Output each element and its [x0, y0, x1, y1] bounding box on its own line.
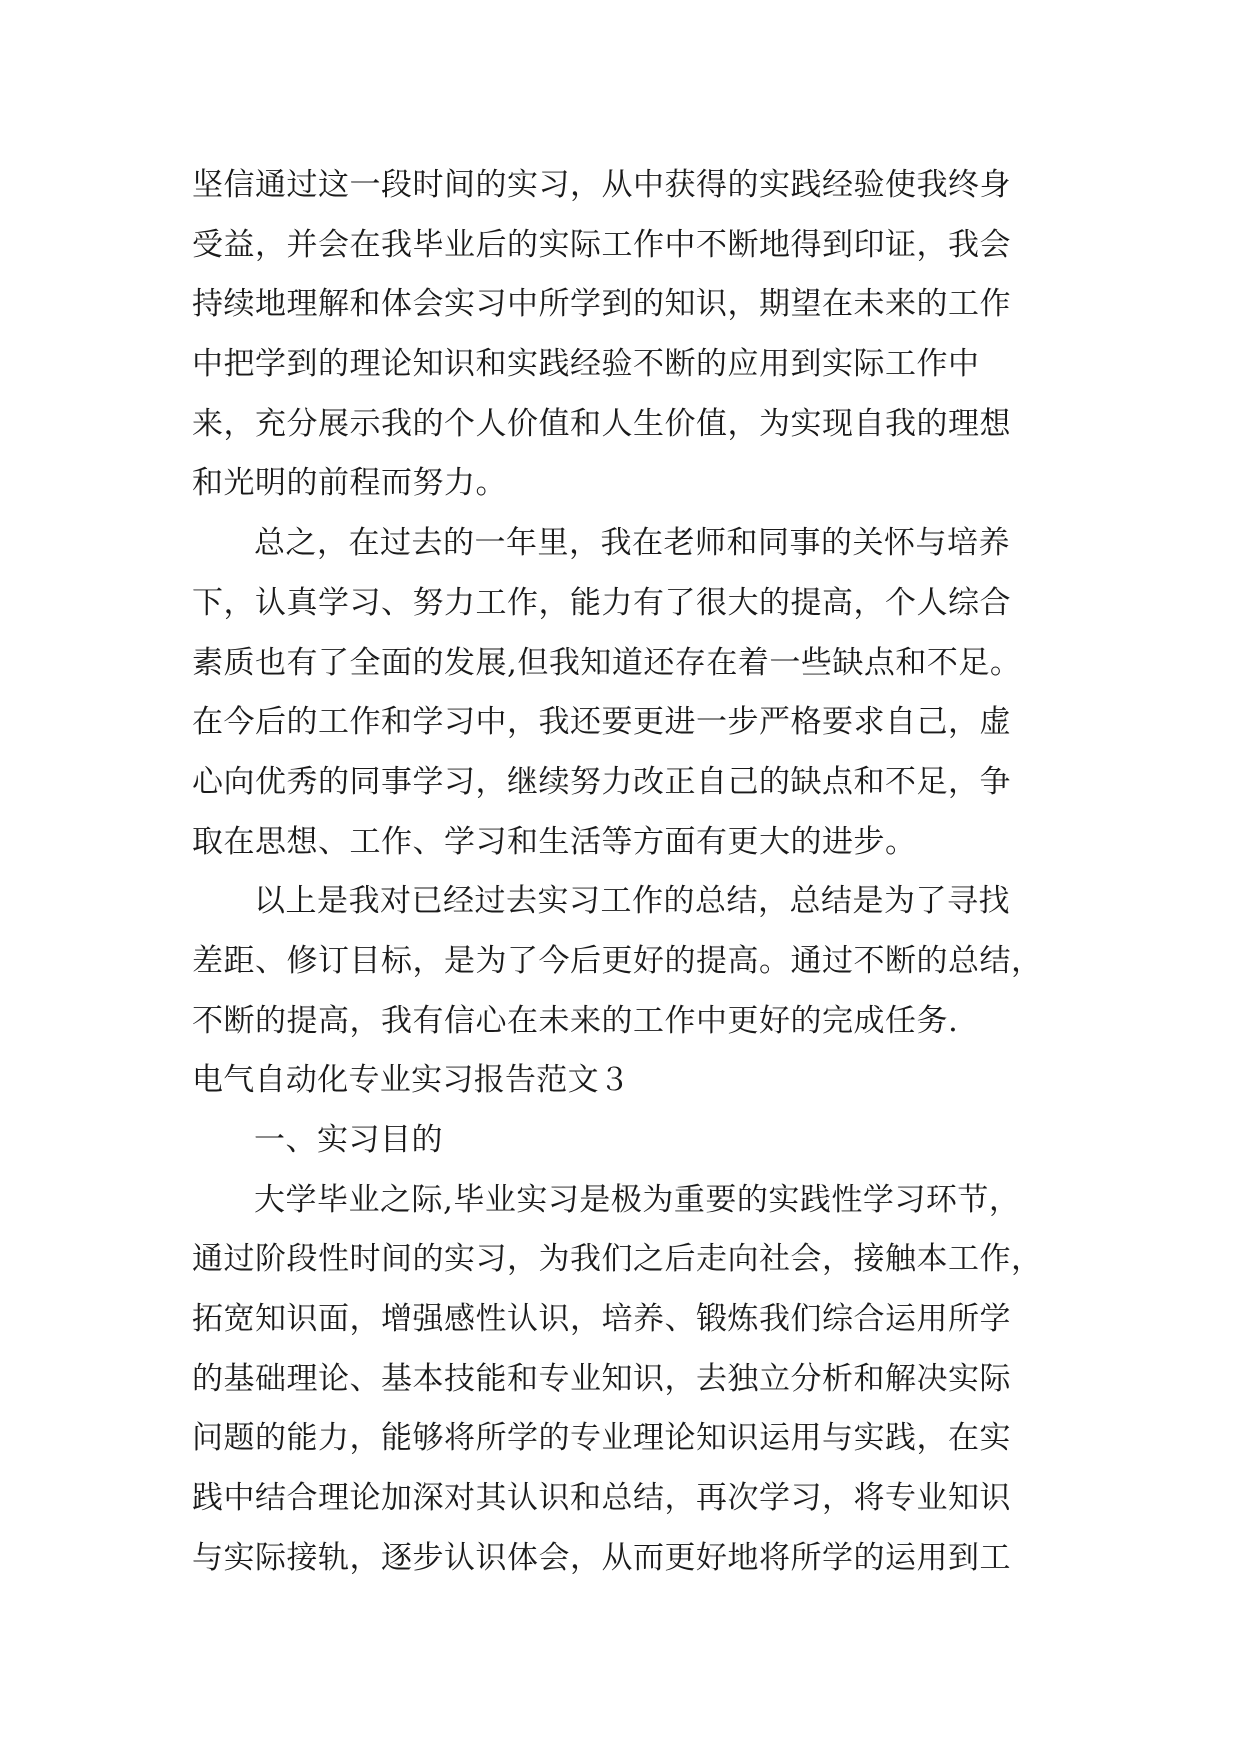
paragraph-line: 差距、修订目标，是为了今后更好的提高。通过不断的总结，: [192, 942, 1043, 979]
paragraph-line: 持续地理解和体会实习中所学到的知识，期望在未来的工作: [192, 286, 1011, 323]
paragraph-line: 和光明的前程而努力。: [192, 465, 507, 502]
paragraph-line: 受益，并会在我毕业后的实际工作中不断地得到印证，我会: [192, 226, 1011, 263]
paragraph-line: 与实际接轨，逐步认识体会，从而更好地将所学的运用到工: [192, 1539, 1011, 1576]
section-title: 电气自动化专业实习报告范文３: [192, 1062, 631, 1099]
paragraph-line: 的基础理论、基本技能和专业知识，去独立分析和解决实际: [192, 1360, 1011, 1397]
paragraph-line: 通过阶段性时间的实习，为我们之后走向社会，接触本工作，: [192, 1241, 1043, 1278]
paragraph-line: 坚信通过这一段时间的实习，从中获得的实践经验使我终身: [192, 167, 1011, 203]
paragraph-line: 下，认真学习、努力工作，能力有了很大的提高，个人综合: [192, 584, 1011, 621]
paragraph-line: 取在思想、工作、学习和生活等方面有更大的进步。: [192, 823, 917, 860]
paragraph-line: 以上是我对已经过去实习工作的总结，总结是为了寻找: [254, 883, 1010, 920]
paragraph-line: 践中结合理论加深对其认识和总结，再次学习，将专业知识: [192, 1480, 1011, 1517]
paragraph-line: 不断的提高，我有信心在未来的工作中更好的完成任务.: [192, 1002, 959, 1039]
paragraph-line: 拓宽知识面，增强感性认识，培养、锻炼我们综合运用所学: [192, 1301, 1011, 1338]
paragraph-line: 素质也有了全面的发展,但我知道还存在着一些缺点和不足。: [192, 644, 1022, 681]
paragraph-line: 大学毕业之际,毕业实习是极为重要的实践性学习环节，: [254, 1181, 1021, 1218]
paragraph-line: 中把学到的理论知识和实践经验不断的应用到实际工作中: [192, 346, 980, 383]
paragraph-line: 心向优秀的同事学习，继续努力改正自己的缺点和不足，争: [192, 763, 1011, 800]
document-body: [192, 156, 1052, 1589]
paragraph-line: 在今后的工作和学习中，我还要更进一步严格要求自己，虚: [192, 704, 1011, 741]
paragraph-line: 总之，在过去的一年里，我在老师和同事的关怀与培养: [254, 525, 1010, 562]
subsection-heading: 一、实习目的: [254, 1122, 443, 1158]
paragraph-line: 来，充分展示我的个人价值和人生价值，为实现自我的理想: [192, 405, 1011, 442]
paragraph-line: 问题的能力，能够将所学的专业理论知识运用与实践，在实: [192, 1420, 1011, 1457]
